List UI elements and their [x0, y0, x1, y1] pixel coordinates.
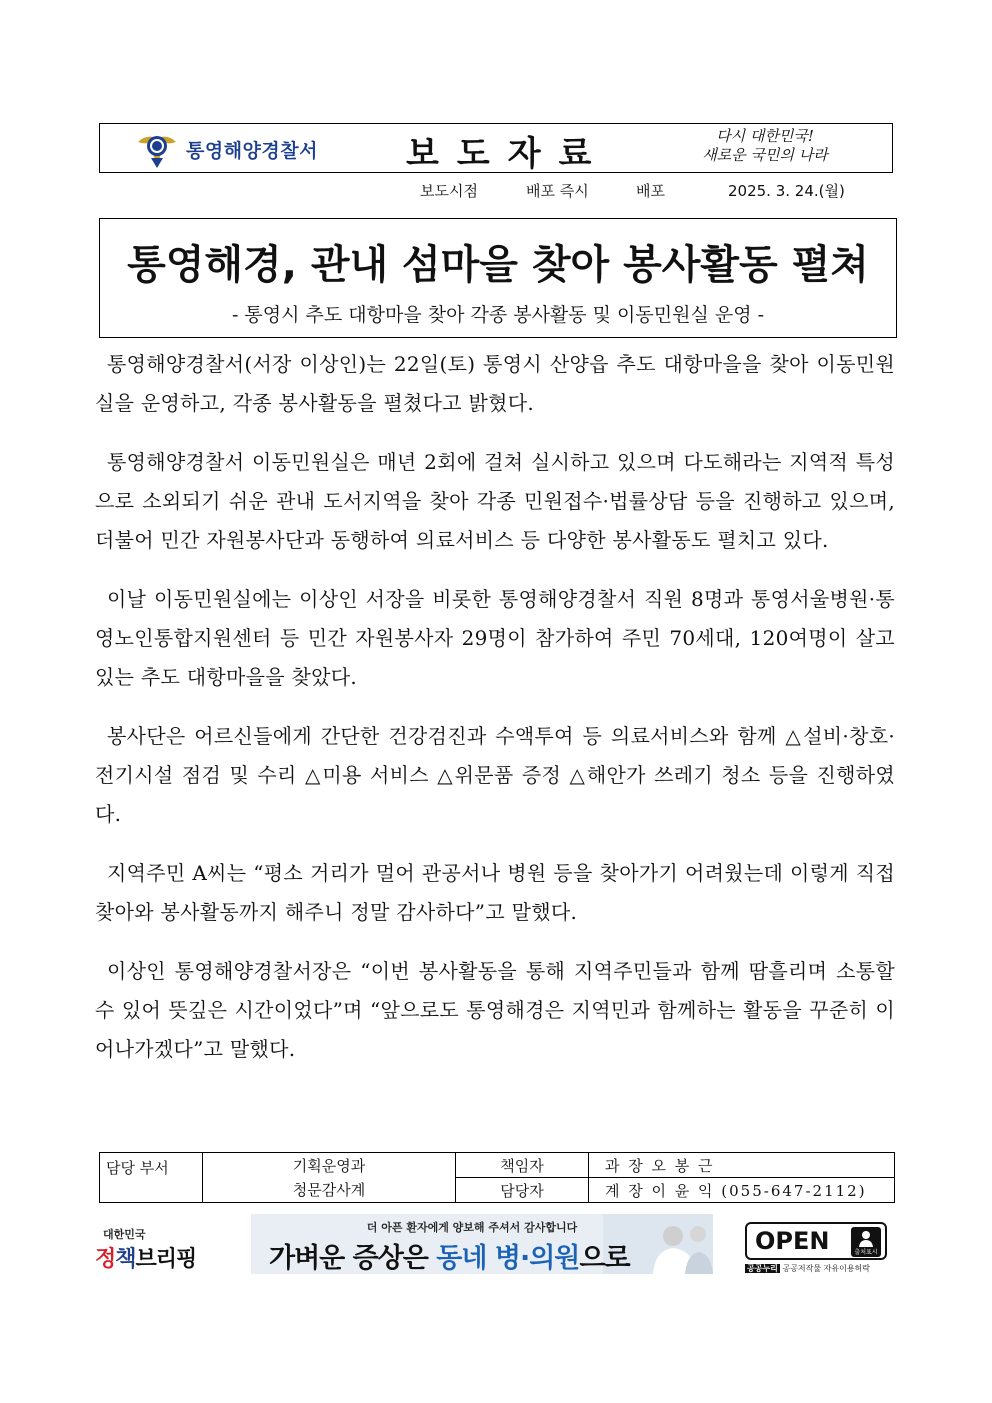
brief-char-1: 정 [95, 1247, 116, 1272]
distribution-date: 2025. 3. 24.(월) [728, 182, 845, 200]
responsible-value: 과 장 오 봉 근 [589, 1153, 895, 1178]
kogl-label: 공공누리 [747, 1264, 778, 1273]
agency-logo [136, 128, 318, 170]
release-time-value: 배포 즉시 [526, 182, 589, 200]
press-header [99, 123, 893, 173]
open-license-caption [745, 1263, 870, 1274]
dept-value [203, 1153, 456, 1203]
paragraph: 지역주민 A씨는 “평소 거리가 멀어 관공서나 병원 등을 찾아가기 어려웠는데 이렇게 직접 찾아와 봉사활동까지 해주니 정말 감사하다”고 말했다. [95, 861, 895, 924]
brief-char-3: 브리핑 [135, 1247, 197, 1272]
coast-guard-emblem-icon [136, 128, 178, 170]
banner-tagline: 더 아픈 환자에게 양보해 주셔서 감사합니다 [366, 1221, 578, 1234]
open-word: OPEN [755, 1227, 830, 1255]
responsible-label: 책임자 [456, 1153, 589, 1178]
person-icon [851, 1227, 881, 1249]
brief-char-2: 책 [115, 1247, 136, 1272]
dept-line-1: 기획운영과 [292, 1156, 366, 1175]
banner-headline-3: 으로 [579, 1243, 630, 1274]
attribution-badge-text: 출처표시 [854, 1249, 878, 1256]
officer-label: 담당자 [456, 1178, 589, 1203]
slogan-calligraphy [690, 127, 840, 165]
kogl-open-license[interactable] [745, 1222, 895, 1273]
slogan-line-1: 다시 대한민국! [716, 127, 814, 145]
policy-briefing-wordmark [95, 1242, 215, 1273]
headline: 통영해경, 관내 섬마을 찾아 봉사활동 펼쳐 [127, 242, 869, 288]
officer-value: 계 장 이 윤 익 (055-647-2112) [589, 1178, 895, 1203]
banner-headline-1: 가벼운 증상은 [269, 1243, 437, 1274]
release-info [420, 180, 845, 201]
open-license-box [745, 1222, 887, 1260]
paragraph: 이날 이동민원실에는 이상인 서장을 비롯한 통영해양경찰서 직원 8명과 통영서울병원·통영노인통합지원센터 등 민간 자원봉사자 29명이 참가하여 주민 70세대, 120여명이 살고있는 추도 대항마을을 찾았다. [95, 587, 895, 689]
campaign-banner[interactable] [251, 1214, 713, 1274]
slogan-line-2: 새로운 국민의 나라 [702, 146, 828, 164]
sub-headline: - 통영시 추도 대항마을 찾아 각종 봉사활동 및 이동민원실 운영 - [231, 304, 765, 326]
press-release-title: 보도자료 [406, 134, 610, 174]
banner-headline-2: 동네 병·의원 [436, 1243, 580, 1274]
kogl-description: 공공저작물 자유이용허락 [779, 1264, 871, 1273]
org-name: 통영해양경찰서 [186, 139, 318, 162]
headline-box [99, 218, 897, 338]
policy-briefing-small: 대한민국 [103, 1228, 146, 1241]
paragraph: 통영해양경찰서 이동민원실은 매년 2회에 걸쳐 실시하고 있으며 다도해라는 지역적 특성으로 소외되기 쉬운 관내 도서지역을 찾아 각종 민원접수·법률상담 등을 진행하고 있으며, 더불어 민간 자원봉사단과 동행하여 의료서비스 등 다양한 봉사활동도 펼치고 있다. [95, 450, 895, 552]
release-time-label: 보도시점 [420, 182, 478, 200]
footer-banners [95, 1212, 895, 1274]
banner-headline [269, 1236, 630, 1274]
paragraph: 봉사단은 어르신들에게 간단한 건강검진과 수액투여 등 의료서비스와 함께 △설비·창호·전기시설 점검 및 수리 △미용 서비스 △위문품 증정 △해안가 쓰레기 청소 등을 진행하였다. [95, 724, 895, 826]
distribution-label: 배포 [636, 182, 665, 200]
article-body [95, 345, 895, 1089]
dept-line-2: 청문감사계 [292, 1180, 366, 1199]
dept-label: 담당 부서 [100, 1153, 203, 1203]
paragraph: 이상인 통영해양경찰서장은 “이번 봉사활동을 통해 지역주민들과 함께 땀흘리며 소통할 수 있어 뜻깊은 시간이었다”며 “앞으로도 통영해경은 지역민과 함께하는 활동을 꾸준히 이어나가겠다”고 말했다. [95, 959, 895, 1061]
contact-table [99, 1152, 895, 1203]
policy-briefing-logo[interactable] [95, 1226, 215, 1273]
paragraph: 통영해양경찰서(서장 이상인)는 22일(토) 통영시 산양읍 추도 대항마을을 찾아 이동민원실을 운영하고, 각종 봉사활동을 펼쳤다고 밝혔다. [95, 352, 895, 415]
attribution-badge [851, 1227, 881, 1257]
